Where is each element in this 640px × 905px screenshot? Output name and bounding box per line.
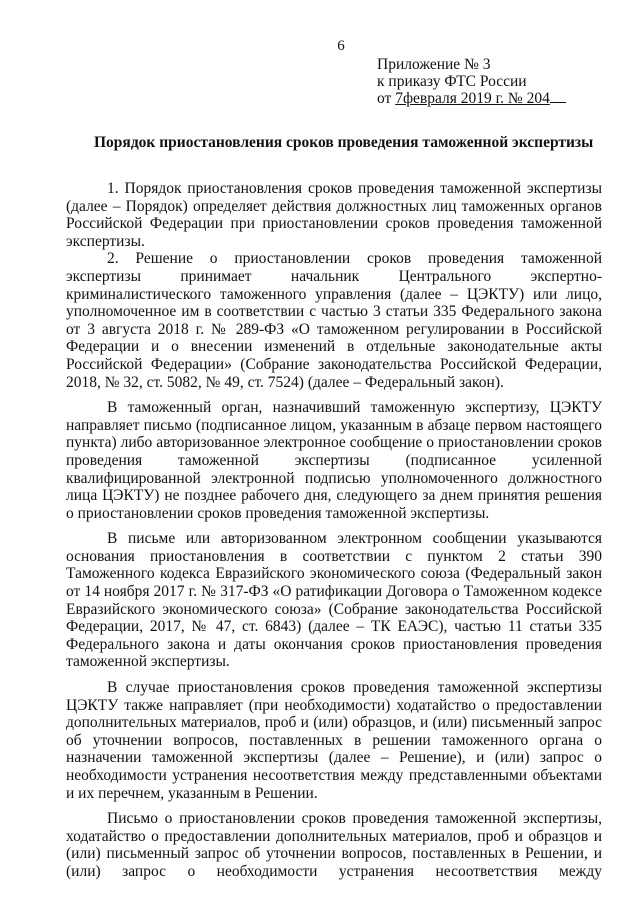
document-title: Порядок приостановления сроков проведения таможенной экспертизы [94, 134, 594, 151]
appendix-date-number: 7февраля 2019 г. № 204 [395, 90, 550, 107]
paragraph-1: 1. Порядок приостановления сроков проведения таможенной экспертизы (далее – Порядок) определяет действия должностных лиц таможенных органов Российской Федерации при приостановлении сроков проведения таможенной экспертизы. [66, 180, 602, 250]
paragraph-5: В случае приостановления сроков проведения таможенной экспертизы ЦЭКТУ также направляет (при необходимости) ходатайство о предоставлении дополнительных материалов, проб и (или) образцов, и (или) письменный запрос об уточнении вопросов, поставленных в решении таможенного органа о назначении таможенной экспертизы (далее – Решение), и (или) запрос о необходимости устранения несоответствия между представленными объектами и их перечнем, указанным в Решении. [66, 679, 602, 802]
document-body [66, 180, 602, 881]
appendix-line-2: к приказу ФТС России [377, 73, 527, 90]
appendix-date-prefix: от [377, 90, 396, 107]
underline-tail [550, 90, 566, 103]
appendix-line-1: Приложение № 3 [377, 56, 491, 73]
paragraph-2: 2. Решение о приостановлении сроков проведения таможенной экспертизы принимает начальник Центрального экспертно-криминалистического таможенного управления (далее – ЦЭКТУ) или лицо, уполномоченное им в соответствии с частью 3 статьи 335 Федерального закона от 3 августа 2018 г. № 289-ФЗ «О таможенном регулировании в Российской Федерации и о внесении изменений в отдельные законодательные акты Российской Федерации» (Собрание законодательства Российской Федерации, 2018, № 32, ст. 5082, № 49, ст. 7524) (далее – Федеральный закон). [66, 250, 602, 391]
paragraph-4: В письме или авторизованном электронном сообщении указываются основания приостановления в соответствии с пунктом 2 статьи 390 Таможенного кодекса Евразийского экономического союза (Федеральный закон от 14 ноября 2017 г. № 317-ФЗ «О ратификации Договора о Таможенном кодексе Евразийского экономического союза» (Собрание законодательства Российской Федерации, 2017, № 47, ст. 6843) (далее – ТК ЕАЭС), частью 11 статьи 335 Федерального закона и даты окончания сроков приостановления проведения таможенной экспертизы. [66, 530, 602, 671]
paragraph-3: В таможенный орган, назначивший таможенную экспертизу, ЦЭКТУ направляет письмо (подписанное лицом, указанным в абзаце первом настоящего пункта) либо авторизованное электронное сообщение о приостановлении сроков проведения таможенной экспертизы (подписанное усиленной квалифицированной электронной подписью уполномоченного должностного лица ЦЭКТУ) не позднее рабочего дня, следующего за днем принятия решения о приостановлении сроков проведения таможенной экспертизы. [66, 399, 602, 522]
appendix-block [377, 56, 566, 107]
appendix-line-3 [377, 90, 566, 107]
paragraph-6: Письмо о приостановлении сроков проведения таможенной экспертизы, ходатайство о предоставлении дополнительных материалов, проб и образцов и (или) письменный запрос об уточнении вопросов, поставленных в Решении, и (или) запрос о необходимости устранения несоответствия между [66, 810, 602, 880]
page-number: 6 [337, 38, 345, 54]
